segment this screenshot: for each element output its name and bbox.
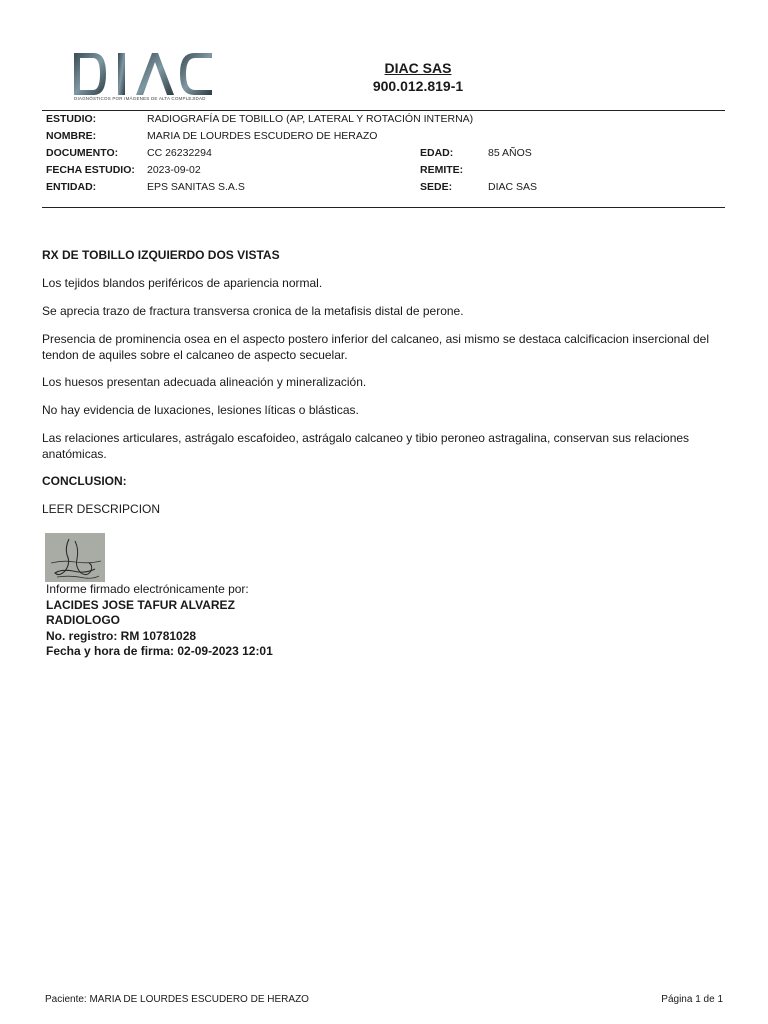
remite-label: REMITE: — [420, 164, 464, 176]
entidad-value: EPS SANITAS S.A.S — [147, 181, 245, 193]
sede-value: DIAC SAS — [488, 181, 538, 193]
signature-datetime: Fecha y hora de firma: 02-09-2023 12:01 — [46, 644, 273, 658]
entidad-label: ENTIDAD: — [46, 181, 97, 193]
footer-patient: Paciente: MARIA DE LOURDES ESCUDERO DE HERAZO — [45, 994, 309, 1005]
registry-number: No. registro: RM 10781028 — [46, 628, 197, 643]
conclusion-text: LEER DESCRIPCION — [42, 502, 161, 516]
report-paragraph-1: Los tejidos blandos periféricos de apariencia normal. — [42, 276, 323, 290]
report-title: RX DE TOBILLO IZQUIERDO DOS VISTAS — [42, 248, 280, 262]
edad-label: EDAD: — [420, 147, 454, 159]
fecha-estudio-value: 2023-09-02 — [147, 164, 201, 176]
signature-image — [45, 533, 105, 582]
report-paragraph-2: Se aprecia trazo de fractura transversa cronica de la metafisis distal de perone. — [42, 304, 464, 318]
report-paragraph-3: Presencia de prominencia osea en el aspecto postero inferior del calcaneo, asi mismo se destaca calcificacion insercional del tendon de aquiles sobre el calcaneo de aspecto secuelar. — [42, 332, 710, 362]
sede-label: SEDE: — [420, 181, 453, 193]
signature-block — [46, 582, 273, 660]
report-paragraph-4: Los huesos presentan adecuada alineación y mineralización. — [42, 375, 367, 389]
conclusion-label: CONCLUSION: — [42, 474, 127, 488]
documento-value: CC 26232294 — [147, 147, 212, 159]
doctor-role: RADIOLOGO — [46, 613, 120, 627]
report-paragraph-5: No hay evidencia de luxaciones, lesiones líticas o blásticas. — [42, 403, 359, 417]
logo-tagline: DIAGNÓSTICOS POR IMÁGENES DE ALTA COMPLEJIDAD — [74, 96, 206, 101]
footer-page-number: Página 1 de 1 — [661, 994, 723, 1005]
company-nit: 900.012.819-1 — [372, 78, 464, 94]
company-heading — [318, 59, 518, 95]
nombre-label: NOMBRE: — [46, 130, 97, 142]
signed-by-label: Informe firmado electrónicamente por: — [46, 582, 249, 596]
edad-value: 85 AÑOS — [488, 147, 532, 159]
documento-label: DOCUMENTO: — [46, 147, 119, 159]
estudio-value: RADIOGRAFÍA DE TOBILLO (AP, LATERAL Y ROTACIÓN INTERNA) — [147, 113, 474, 125]
estudio-label: ESTUDIO: — [46, 113, 97, 125]
info-divider — [42, 207, 725, 208]
doctor-name: LACIDES JOSE TAFUR ALVAREZ — [46, 597, 235, 612]
nombre-value: MARIA DE LOURDES ESCUDERO DE HERAZO — [147, 130, 378, 142]
report-paragraph-6: Las relaciones articulares, astrágalo escafoideo, astrágalo calcaneo y tibio peroneo astragalina, conservan sus relaciones anatómicas. — [42, 431, 690, 461]
company-name: DIAC SAS — [384, 60, 452, 76]
fecha-estudio-label: FECHA ESTUDIO: — [46, 164, 135, 176]
